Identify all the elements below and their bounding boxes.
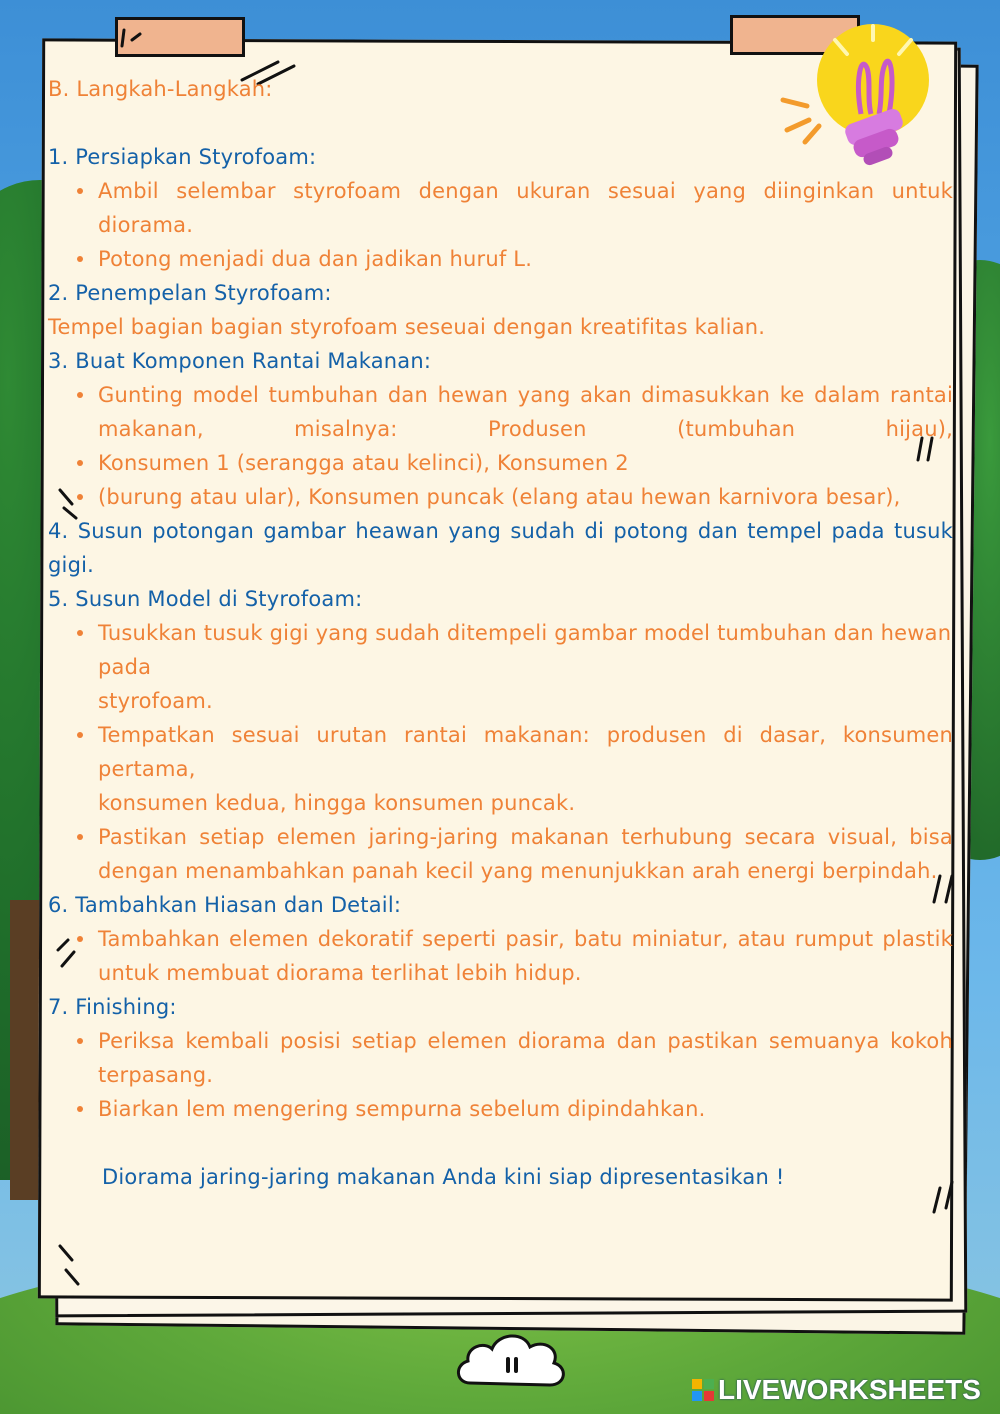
cloud-icon — [452, 1325, 572, 1395]
scribble-mark-icon — [56, 1240, 86, 1290]
section-1-heading: 1. Persiapkan Styrofoam: — [48, 145, 317, 169]
list-item: Tambahkan elemen dekoratif seperti pasir, batu miniatur, atau rumput plastik untuk membuat diorama terlihat lebih hidup. — [48, 922, 953, 990]
scribble-mark-icon — [54, 936, 84, 972]
section-7-list — [48, 1024, 953, 1126]
page-title: B. Langkah-Langkah: — [48, 77, 273, 101]
list-item: Ambil selembar styrofoam dengan ukuran sesuai yang diinginkan untuk diorama. — [48, 174, 953, 242]
list-item-line: styrofoam. — [98, 689, 213, 713]
section-6-heading: 6. Tambahkan Hiasan dan Detail: — [48, 893, 402, 917]
list-item — [48, 820, 953, 888]
section-2-text: Tempel bagian bagian styrofoam seseuai dengan kreatifitas kalian. — [48, 315, 766, 339]
list-item-line: Pastikan setiap elemen jaring-jaring makanan terhubung secara visual, bisa dengan menambahkan panah kecil yang menunjukkan arah energi berpindah. — [98, 825, 953, 883]
logo-grid-icon — [692, 1379, 714, 1401]
section-6-list — [48, 922, 953, 990]
list-item: Potong menjadi dua dan jadikan huruf L. — [48, 242, 953, 276]
list-item — [48, 718, 953, 820]
closing-message: Diorama jaring-jaring makanan Anda kini siap dipresentasikan ! — [102, 1165, 785, 1189]
scribble-mark-icon — [56, 484, 86, 520]
section-2-heading: 2. Penempelan Styrofoam: — [48, 281, 332, 305]
section-4-heading: 4. Susun potongan gambar heawan yang sudah di potong dan tempel pada tusuk gigi. — [48, 519, 953, 577]
list-item-continuation — [48, 446, 953, 480]
brand-name: LIVEWORKSHEETS — [718, 1374, 981, 1405]
list-item-line: konsumen kedua, hingga konsumen puncak. — [98, 791, 576, 815]
list-item: Periksa kembali posisi setiap elemen diorama dan pastikan semuanya kokoh terpasang. — [48, 1024, 953, 1092]
section-5-list — [48, 616, 953, 888]
section-1-list — [48, 174, 953, 276]
scribble-mark-icon — [928, 870, 958, 906]
section-3-list — [48, 378, 953, 514]
section-7-heading: 7. Finishing: — [48, 995, 177, 1019]
list-item: Biarkan lem mengering sempurna sebelum dipindahkan. — [48, 1092, 953, 1126]
list-item — [48, 616, 953, 718]
list-item: Gunting model tumbuhan dan hewan yang akan dimasukkan ke dalam rantai makanan, misalnya: Produsen (tumbuhan hijau), — [48, 378, 953, 446]
liveworksheets-logo — [692, 1372, 981, 1408]
list-item-continuation: (burung atau ular), Konsumen puncak (elang atau hewan karnivora besar), — [48, 480, 953, 514]
instructions-content — [48, 72, 953, 1194]
list-item-line: Tempatkan sesuai urutan rantai makanan: produsen di dasar, konsumen pertama, — [98, 723, 953, 781]
section-3-heading: 3. Buat Komponen Rantai Makanan: — [48, 349, 432, 373]
scribble-mark-icon — [910, 430, 940, 466]
scribble-mark-icon — [118, 26, 148, 62]
list-item-line: Konsumen 1 (serangga atau kelinci), Konsumen 2 — [98, 451, 629, 475]
section-5-heading: 5. Susun Model di Styrofoam: — [48, 587, 363, 611]
list-item-line: Tusukkan tusuk gigi yang sudah ditempeli gambar model tumbuhan dan hewan pada — [98, 621, 952, 679]
scribble-mark-icon — [928, 1178, 958, 1214]
